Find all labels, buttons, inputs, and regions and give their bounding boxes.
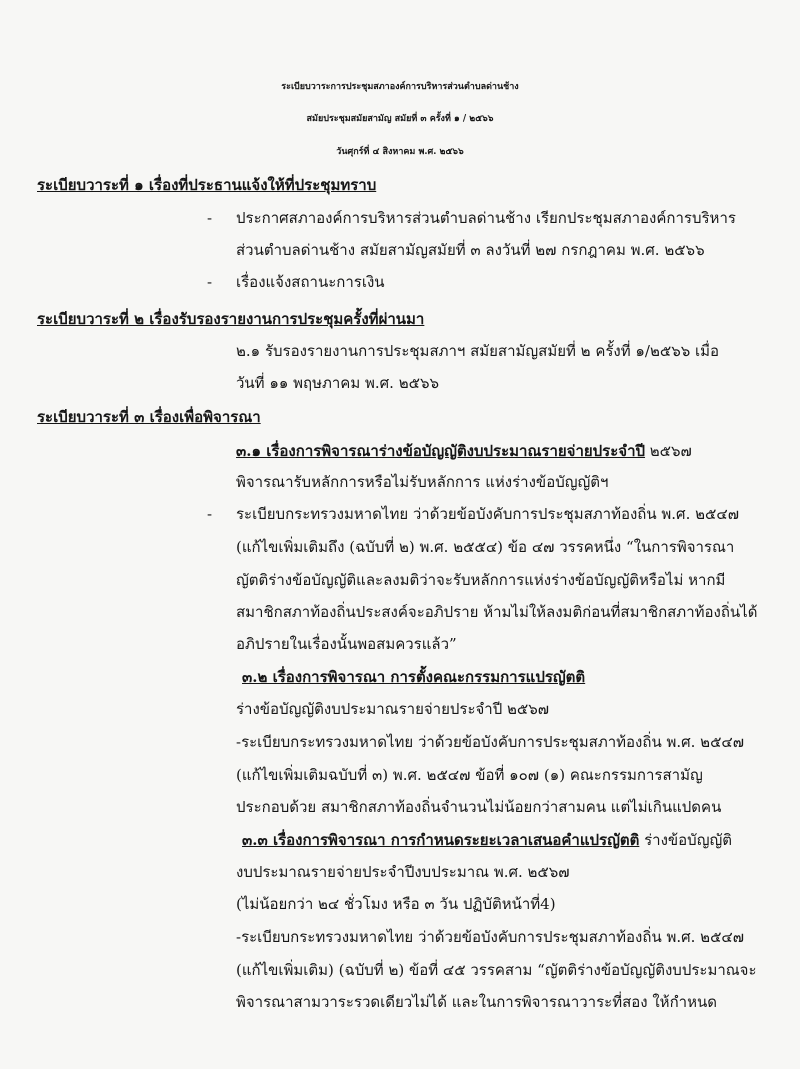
section-3-3-heading-tail: ร่างข้อบัญญัติ (639, 831, 733, 849)
section-3-3-heading-text: ๓.๓ เรื่องการพิจารณา การกำหนดระยะเวลาเสนอคำแปรญัตติ (242, 831, 640, 849)
section-3-1-heading-year: ๒๕๖๗ (645, 442, 692, 460)
section-3-1-heading-text: ๓.๑ เรื่องการพิจารณาร่างข้อบัญญัติงบประมาณรายจ่ายประจำปี (236, 442, 646, 460)
doc-date: วันศุกร์ที่ ๔ สิงหาคม พ.ศ. ๒๕๖๖ (336, 147, 464, 157)
section-3-2-heading: ๓.๒ เรื่องการพิจารณา การตั้งคณะกรรมการแปรญัตติ (242, 668, 586, 686)
agenda-1-item-2: เรื่องแจ้งสถานะการเงิน (236, 273, 385, 291)
agenda-2-line-2: วันที่ ๑๑ พฤษภาคม พ.ศ. ๒๕๖๖ (236, 374, 439, 392)
agenda-1-item-1-line-2: ส่วนตำบลด่านช้าง สมัยสามัญสมัยที่ ๓ ลงวันที่ ๒๗ กรกฎาคม พ.ศ. ๒๕๖๖ (236, 241, 705, 259)
agenda-1-title: ระเบียบวาระที่ ๑ เรื่องที่ประธานแจ้งให้ที่ประชุมทราบ (37, 176, 377, 194)
agenda-1-item-1-line-1: ประกาศสภาองค์การบริหารส่วนตำบลด่านช้าง เรียกประชุมสภาองค์การบริหาร (236, 209, 736, 227)
agenda-2-title: ระเบียบวาระที่ ๒ เรื่องรับรองรายงานการประชุมครั้งที่ผ่านมา (37, 310, 425, 328)
section-3-1-regulation-line-2: (แก้ไขเพิ่มเติมถึง (ฉบับที่ ๒) พ.ศ. ๒๕๕๔) ข้อ ๔๗ วรรคหนึ่ง “ในการพิจารณา (236, 538, 735, 556)
section-3-1-regulation-line-5: อภิปรายในเรื่องนั้นพอสมควรแล้ว” (236, 635, 457, 653)
agenda-2-line-1: ๒.๑ รับรองรายงานการประชุมสภาฯ สมัยสามัญสมัยที่ ๒ ครั้งที่ ๑/๒๕๖๖ เมื่อ (236, 342, 720, 360)
section-3-2-regulation-line-2: (แก้ไขเพิ่มเติมฉบับที่ ๓) พ.ศ. ๒๕๔๗ ข้อที่ ๑๐๗ (๑) คณะกรรมการสามัญ (236, 766, 703, 784)
bullet-dash: - (207, 209, 213, 227)
section-3-2-line-2: ร่างข้อบัญญัติงบประมาณรายจ่ายประจำปี ๒๕๖๗ (236, 700, 550, 718)
section-3-2-regulation-line-3: ประกอบด้วย สมาชิกสภาท้องถิ่นจำนวนไม่น้อยกว่าสามคน แต่ไม่เกินแปดคน (236, 798, 722, 816)
section-3-3-heading (242, 829, 732, 851)
agenda-3-title: ระเบียบวาระที่ ๓ เรื่องเพื่อพิจารณา (37, 408, 261, 426)
section-3-1-line-2: พิจารณารับหลักการหรือไม่รับหลักการ แห่งร่างข้อบัญญัติฯ (236, 473, 609, 491)
section-3-3-line-2: งบประมาณรายจ่ายประจำปีงบประมาณ พ.ศ. ๒๕๖๗ (236, 863, 570, 881)
doc-title: ระเบียบวาระการประชุมสภาองค์การบริหารส่วนตำบลด่านช้าง (281, 82, 519, 92)
section-3-3-line-3: (ไม่น้อยกว่า ๒๔ ชั่วโมง หรือ ๓ วัน ปฏิบัติหน้าที่4) (236, 895, 556, 913)
section-3-3-regulation-line-3: พิจารณาสามวาระรวดเดียวไม่ได้ และในการพิจารณาวาระที่สอง ให้กำหนด (236, 993, 717, 1011)
doc-session: สมัยประชุมสมัยสามัญ สมัยที่ ๓ ครั้งที่ ๑ / ๒๕๖๖ (306, 114, 494, 124)
bullet-dash: - (207, 273, 213, 291)
section-3-3-regulation-line-2: (แก้ไขเพิ่มเติม) (ฉบับที่ ๒) ข้อที่ ๔๕ วรรคสาม “ญัตติร่างข้อบัญญัติงบประมาณจะ (236, 961, 757, 979)
section-3-2-regulation-line-1: -ระเบียบกระทรวงมหาดไทย ว่าด้วยข้อบังคับการประชุมสภาท้องถิ่น พ.ศ. ๒๕๔๗ (236, 733, 745, 751)
section-3-1-regulation-line-1: ระเบียบกระทรวงมหาดไทย ว่าด้วยข้อบังคับการประชุมสภาท้องถิ่น พ.ศ. ๒๕๔๗ (236, 505, 739, 523)
section-3-1-heading (236, 440, 692, 462)
bullet-dash: - (207, 505, 213, 523)
section-3-1-regulation-line-3: ญัตติร่างข้อบัญญัติและลงมติว่าจะรับหลักการแห่งร่างข้อบัญญัติหรือไม่ หากมี (236, 571, 726, 589)
section-3-3-regulation-line-1: -ระเบียบกระทรวงมหาดไทย ว่าด้วยข้อบังคับการประชุมสภาท้องถิ่น พ.ศ. ๒๕๔๗ (236, 928, 745, 946)
section-3-1-regulation-line-4: สมาชิกสภาท้องถิ่นประสงค์จะอภิปราย ห้ามไม่ให้ลงมติก่อนที่สมาชิกสภาท้องถิ่นได้ (236, 603, 758, 621)
